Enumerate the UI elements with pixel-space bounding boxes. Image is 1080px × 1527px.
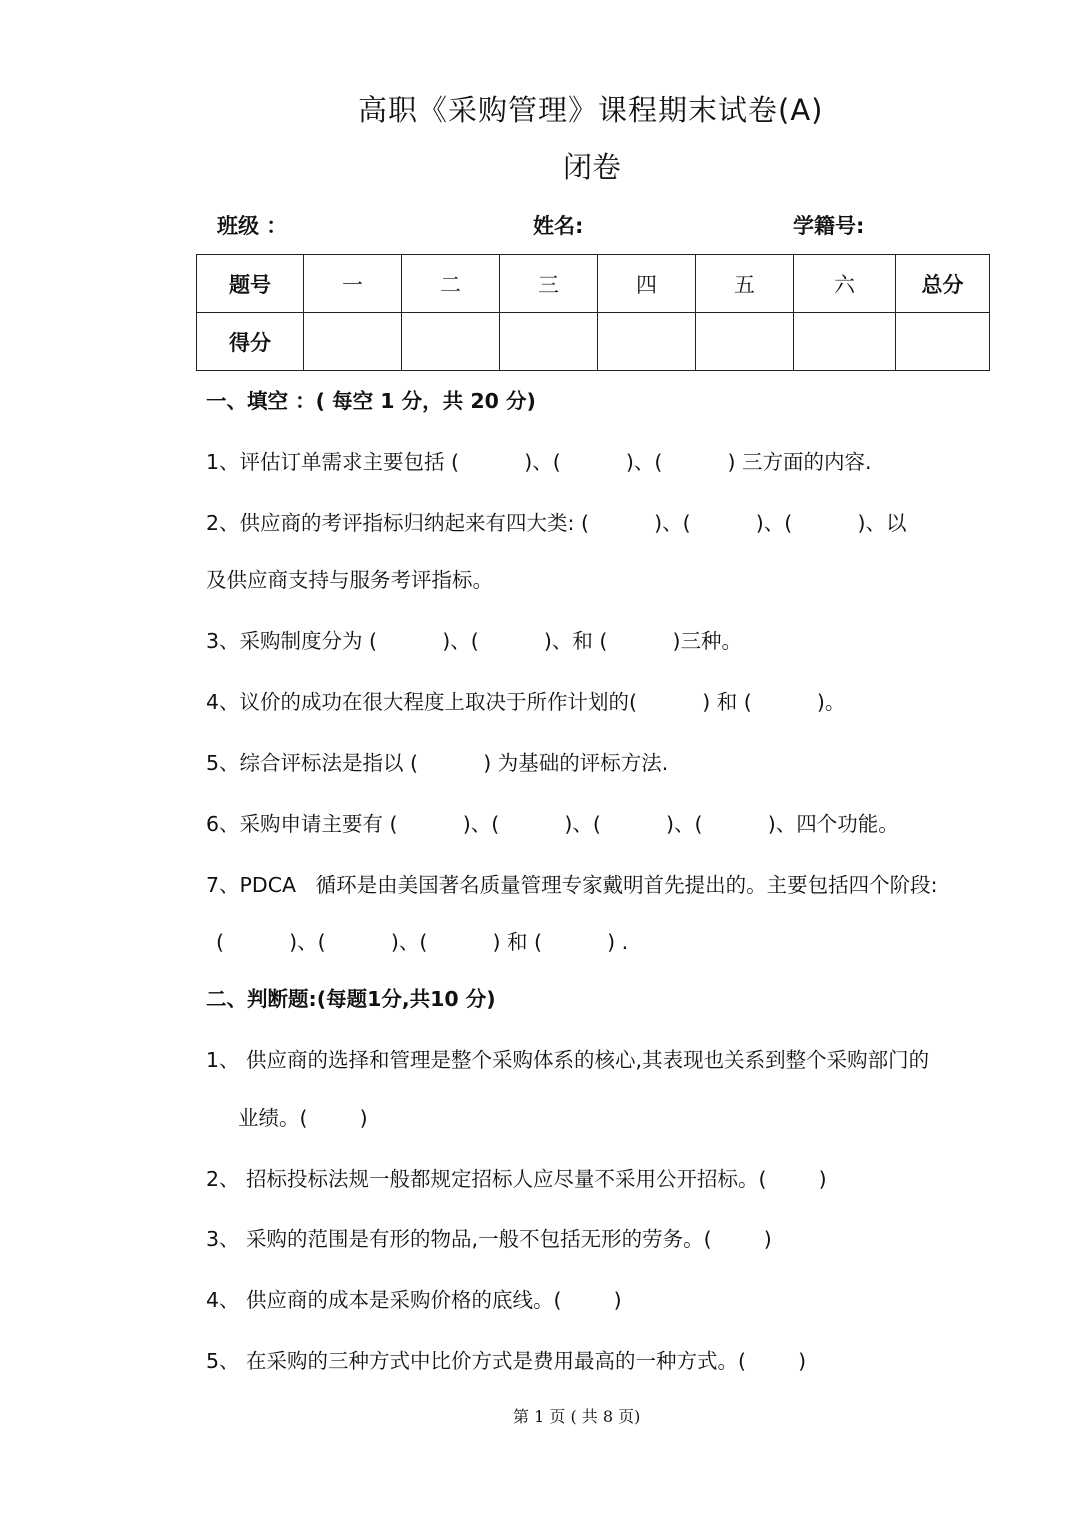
question-line: 2、供应商的考评指标归纳起来有四大类: ( )、( )、( )、以 bbox=[206, 511, 907, 535]
exam-title: 高职《采购管理》课程期末试卷(A) bbox=[358, 93, 824, 127]
score-table-cell: 得分 bbox=[197, 313, 304, 371]
page-number: 第 1 页 ( 共 8 页) bbox=[513, 1407, 641, 1426]
score-table-cell: 六 bbox=[794, 255, 896, 313]
class-label: 班级 ： bbox=[217, 214, 288, 238]
score-table-cell: 三 bbox=[500, 255, 598, 313]
question-line: ( )、( )、( ) 和 ( ) . bbox=[216, 930, 629, 954]
score-input-cell[interactable] bbox=[896, 313, 990, 371]
question-line: 4、议价的成功在很大程度上取决于所作计划的( ) 和 ( )。 bbox=[206, 690, 846, 714]
question-line: 1、评估订单需求主要包括 ( )、( )、( ) 三方面的内容. bbox=[206, 450, 872, 474]
score-table bbox=[196, 254, 990, 371]
question-line: 1、 供应商的选择和管理是整个采购体系的核心,其表现也关系到整个采购部门的 bbox=[206, 1048, 930, 1072]
section1-heading: 一、填空 ：( 每空 1 分，共 20 分) bbox=[206, 389, 536, 413]
score-table-cell: 二 bbox=[402, 255, 500, 313]
score-input-cell[interactable] bbox=[598, 313, 696, 371]
score-table-score-row bbox=[197, 313, 990, 371]
question-line: 业绩。( ) bbox=[238, 1106, 368, 1130]
exam-subtitle: 闭卷 bbox=[563, 150, 622, 184]
score-table-cell: 五 bbox=[696, 255, 794, 313]
question-line: 及供应商支持与服务考评指标。 bbox=[206, 568, 493, 592]
score-table-cell: 四 bbox=[598, 255, 696, 313]
question-line: 2、 招标投标法规一般都规定招标人应尽量不采用公开招标。( ) bbox=[206, 1167, 827, 1191]
question-line: 5、综合评标法是指以 ( ) 为基础的评标方法. bbox=[206, 751, 669, 775]
score-input-cell[interactable] bbox=[500, 313, 598, 371]
question-line: 6、采购申请主要有 ( )、( )、( )、( )、四个功能。 bbox=[206, 812, 899, 836]
score-input-cell[interactable] bbox=[696, 313, 794, 371]
name-label: 姓名: bbox=[533, 214, 584, 238]
section2-heading: 二、判断题:(每题1分,共10 分) bbox=[206, 987, 496, 1011]
question-line: 7、PDCA 循环是由美国著名质量管理专家戴明首先提出的。主要包括四个阶段: bbox=[206, 873, 938, 897]
score-input-cell[interactable] bbox=[794, 313, 896, 371]
score-table-cell: 一 bbox=[304, 255, 402, 313]
score-table-header-row bbox=[197, 255, 990, 313]
score-table-cell: 题号 bbox=[197, 255, 304, 313]
score-input-cell[interactable] bbox=[304, 313, 402, 371]
score-table-cell: 总分 bbox=[896, 255, 990, 313]
question-line: 3、 采购的范围是有形的物品,一般不包括无形的劳务。( ) bbox=[206, 1227, 772, 1251]
student-id-label: 学籍号: bbox=[793, 214, 865, 238]
score-input-cell[interactable] bbox=[402, 313, 500, 371]
question-line: 3、采购制度分为 ( )、( )、和 ( )三种。 bbox=[206, 629, 743, 653]
question-line: 4、 供应商的成本是采购价格的底线。( ) bbox=[206, 1288, 622, 1312]
question-line: 5、 在采购的三种方式中比价方式是费用最高的一种方式。( ) bbox=[206, 1349, 807, 1373]
